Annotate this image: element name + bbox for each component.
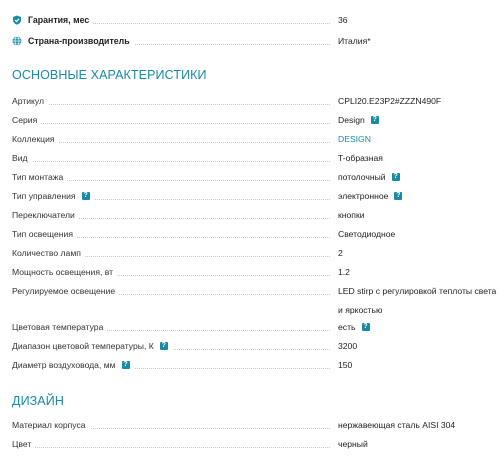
- spec-label: Вид: [12, 149, 32, 167]
- spec-row-power: [12, 263, 500, 281]
- spec-label: Переключатели: [12, 206, 79, 224]
- spec-value: Светодиодное: [338, 229, 396, 239]
- spec-value: LED stirp с регулировкой теплоты света: [338, 286, 497, 296]
- spec-label: Серия: [12, 111, 41, 129]
- help-icon[interactable]: ?: [161, 342, 166, 349]
- control-label: Тип управления: [12, 191, 76, 201]
- spec-label: Материал корпуса: [12, 416, 90, 434]
- dotted-leader: [12, 447, 330, 448]
- spec-row-article: [12, 92, 500, 110]
- spec-row-lamps: [12, 244, 500, 262]
- help-icon[interactable]: ?: [396, 192, 401, 199]
- collection-link[interactable]: DESIGN: [338, 134, 371, 144]
- spec-row-series: [12, 111, 500, 129]
- spec-label: [12, 337, 172, 355]
- color-temp-value: есть: [338, 322, 356, 332]
- spec-label: Регулируемое освещение: [12, 282, 119, 300]
- spec-value: 2: [338, 248, 343, 258]
- series-value: Design: [338, 115, 365, 125]
- spec-row-adjustable: [12, 282, 500, 315]
- section-title-main: ОСНОВНЫЕ ХАРАКТЕРИСТИКИ: [12, 68, 207, 82]
- spec-label: Артикул: [12, 92, 48, 110]
- dotted-leader: [12, 104, 330, 105]
- spec-row-temp-range: [12, 337, 500, 355]
- spec-label: Количество ламп: [12, 244, 85, 262]
- spec-value: [338, 111, 379, 129]
- help-icon[interactable]: ?: [83, 192, 88, 199]
- spec-label: Тип освещения: [12, 225, 77, 243]
- spec-row-color-temp: [12, 318, 500, 336]
- country-row: [12, 32, 500, 50]
- help-icon[interactable]: ?: [372, 116, 377, 123]
- duct-label: Диаметр воздуховода, мм: [12, 360, 116, 370]
- globe-icon: [12, 36, 22, 46]
- spec-row-lighting: [12, 225, 500, 243]
- section-title-design: ДИЗАЙН: [12, 394, 64, 408]
- country-label: Страна-производитель: [12, 32, 134, 50]
- spec-label: [12, 356, 134, 374]
- spec-value: 3200: [338, 341, 358, 351]
- spec-value: 150: [338, 360, 353, 370]
- help-icon[interactable]: ?: [393, 173, 398, 180]
- spec-label: Цвет: [12, 435, 35, 453]
- dotted-leader: [12, 142, 330, 143]
- spec-label: [12, 187, 94, 205]
- spec-value: нержавеющая сталь AISI 304: [338, 420, 456, 430]
- spec-row-switches: [12, 206, 500, 224]
- spec-value: T-образная: [338, 153, 383, 163]
- spec-label: Коллекция: [12, 130, 59, 148]
- spec-row-type: [12, 149, 500, 167]
- spec-value: кнопки: [338, 210, 365, 220]
- spec-value: [338, 168, 400, 186]
- help-icon[interactable]: ?: [123, 361, 128, 368]
- spec-value: [338, 318, 370, 336]
- spec-value-continued: и яркостью: [338, 305, 383, 315]
- spec-value: черный: [338, 439, 368, 449]
- spec-label: Цветовая температура: [12, 318, 107, 336]
- spec-value: [338, 187, 402, 205]
- spec-label: Тип монтажа: [12, 168, 67, 186]
- shield-check-icon: [12, 15, 22, 25]
- spec-row-body-material: [12, 416, 500, 434]
- warranty-row: [12, 11, 500, 29]
- spec-value: CPLI20.E23P2#ZZZN490F: [338, 96, 442, 106]
- control-value: электронное: [338, 191, 389, 201]
- spec-row-color: [12, 435, 500, 453]
- country-value: Италия*: [338, 36, 371, 46]
- spec-row-collection: [12, 130, 500, 148]
- spec-label: Мощность освещения, вт: [12, 263, 117, 281]
- spec-row-mount: [12, 168, 500, 186]
- spec-value: 1.2: [338, 267, 350, 277]
- mount-value: потолочный: [338, 172, 386, 182]
- warranty-value: 36: [338, 15, 348, 25]
- temp-range-label: Диапазон цветовой температуры, К: [12, 341, 154, 351]
- warranty-label: Гарантия, мес: [12, 11, 93, 29]
- spec-row-control: [12, 187, 500, 205]
- dotted-leader: [12, 161, 330, 162]
- spec-row-duct: [12, 356, 500, 374]
- help-icon[interactable]: ?: [363, 323, 368, 330]
- dotted-leader: [12, 123, 330, 124]
